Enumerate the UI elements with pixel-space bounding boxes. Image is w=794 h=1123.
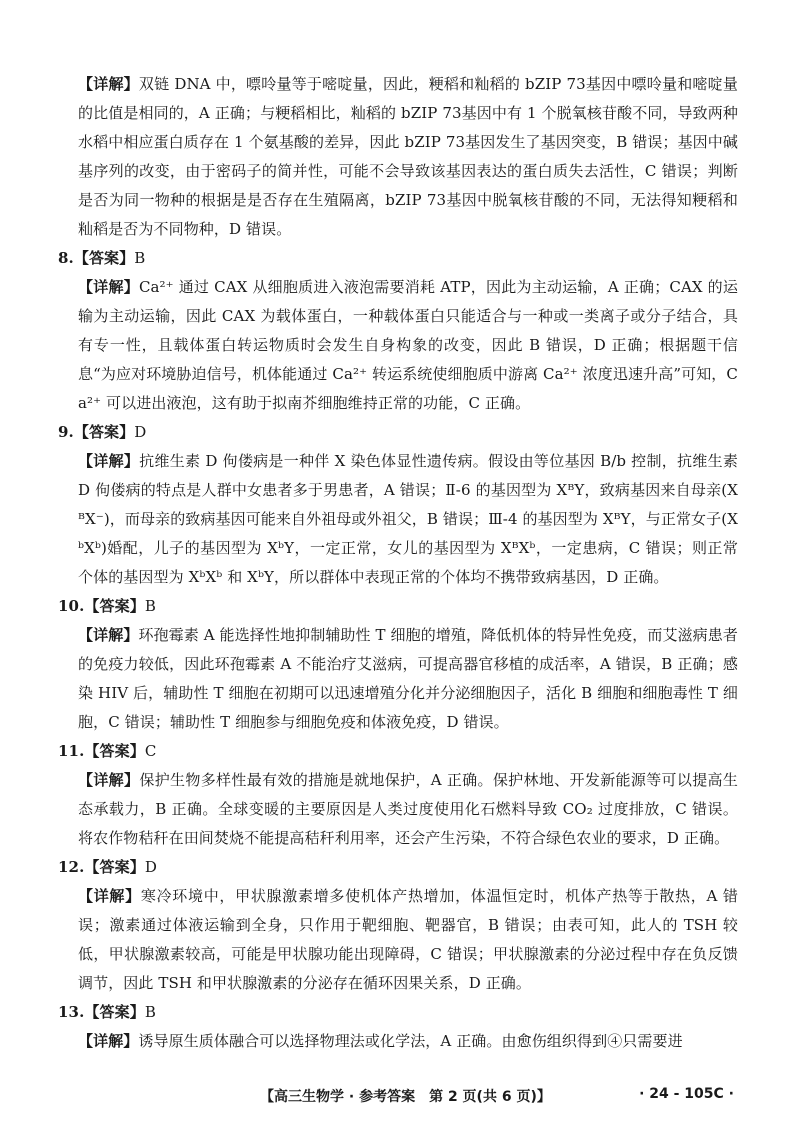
answer-item-8 — [58, 244, 738, 418]
answer-value: B — [144, 597, 156, 615]
answer-line — [58, 853, 738, 882]
answer-value: D — [144, 858, 157, 876]
answer-value: D — [134, 423, 147, 441]
answer-content — [58, 70, 738, 1056]
answer-tag: 【答案】 — [84, 1003, 145, 1021]
detail-text: 抗维生素 D 佝偻病是一种伴 X 染色体显性遗传病。假设由等位基因 B/b 控制，抗维生素 D 佝偻病的特点是人群中女患者多于男患者，A 错误；Ⅱ-6 的基因型为 XᴮY，致病基因来自母亲(XᴮX⁻)，而母亲的致病基因可能来自外祖母或外祖父，B 错误；Ⅲ-4 的基因型为 XᴮY，与正常女子(XᵇXᵇ)婚配，儿子的基因型为 XᵇY，一定正常，女儿的基因型为 XᴮXᵇ，一定患病，C 错误；则正常个体的基因型为 XᵇXᵇ 和 XᵇY，所以群体中表现正常的个体均不携带致病基因，D 正确。 — [78, 452, 738, 586]
answer-item-11 — [58, 737, 738, 853]
question-number: 8. — [58, 249, 74, 267]
detail-text: 双链 DNA 中，嘌呤量等于嘧啶量，因此，粳稻和籼稻的 bZIP 73基因中嘌呤量和嘧啶量的比值是相同的，A 正确；与粳稻相比，籼稻的 bZIP 73基因中有 1 个脱氧核苷酸不同，导致两种水稻中相应蛋白质存在 1 个氨基酸的差异，因此 bZIP 73基因发生了基因突变，B 错误；基因中碱基序列的改变，由于密码子的简并性，可能不会导致该基因表达的蛋白质失去活性，C 错误；判断是否为同一物种的根据是是否存在生殖隔离，bZIP 73基因中脱氧核苷酸的不同，无法得知粳稻和籼稻是否为不同物种，D 错误。 — [78, 75, 738, 238]
detail-tag: 【详解】 — [78, 75, 139, 93]
detail-text: 诱导原生质体融合可以选择物理法或化学法，A 正确。由愈伤组织得到④只需要进 — [138, 1032, 683, 1050]
detail-paragraph — [78, 766, 738, 853]
answer-item-13 — [58, 998, 738, 1056]
question-number: 13. — [58, 1003, 85, 1021]
footer-title: 【高三生物学 · 参考答案 第 2 页(共 6 页)】 — [260, 1089, 551, 1105]
answer-tag: 【答案】 — [73, 423, 135, 441]
answer-value: B — [144, 1003, 156, 1021]
intro-detail — [78, 70, 738, 244]
question-number: 10. — [58, 597, 85, 615]
detail-text: 寒冷环境中，甲状腺激素增多使机体产热增加，体温恒定时，机体产热等于散热，A 错误；激素通过体液运输到全身，只作用于靶细胞、靶器官，B 错误；由表可知，此人的 TSH 较低，甲状腺激素较高，可能是甲状腺功能出现障碍，C 错误；甲状腺激素的分泌过程中存在负反馈调节，因此 TSH 和甲状腺激素的分泌存在循环因果关系，D 正确。 — [78, 887, 738, 992]
answer-line — [58, 737, 738, 766]
answer-tag: 【答案】 — [84, 858, 145, 876]
answer-line — [58, 592, 738, 621]
answer-tag: 【答案】 — [73, 249, 135, 267]
detail-tag: 【详解】 — [78, 1032, 139, 1050]
answer-value: B — [134, 249, 146, 267]
detail-text: Ca²⁺ 通过 CAX 从细胞质进入液泡需要消耗 ATP，因此为主动运输，A 正确；CAX 的运输为主动运输，因此 CAX 为载体蛋白，一种载体蛋白只能适合与一种或一类离子或分子结合，具有专一性，且载体蛋白转运物质时会发生自身构象的改变，因此 B 错误，D 正确；根据题干信息“为应对环境胁迫信号，机体能通过 Ca²⁺ 转运系统使细胞质中游离 Ca²⁺ 浓度迅速升高”可知，Ca²⁺ 可以进出液泡，这有助于拟南芥细胞维持正常的功能，C 正确。 — [78, 278, 738, 412]
answer-tag: 【答案】 — [84, 597, 145, 615]
answer-line — [58, 998, 738, 1027]
question-number: 11. — [58, 742, 85, 760]
detail-paragraph — [78, 621, 738, 737]
detail-paragraph — [78, 273, 738, 418]
answer-item-9 — [58, 418, 738, 592]
question-number: 12. — [58, 858, 85, 876]
answer-tag: 【答案】 — [84, 742, 145, 760]
answer-line — [58, 418, 738, 447]
detail-paragraph — [78, 447, 738, 592]
answer-value: C — [144, 742, 157, 760]
detail-tag: 【详解】 — [78, 887, 141, 905]
answer-item-12 — [58, 853, 738, 998]
detail-text: 环孢霉素 A 能选择性地抑制辅助性 T 细胞的增殖，降低机体的特异性免疫，而艾滋病患者的免疫力较低，因此环孢霉素 A 不能治疗艾滋病，可提高器官移植的成活率，A 错误，B 正确；感染 HIV 后，辅助性 T 细胞在初期可以迅速增殖分化并分泌细胞因子，活化 B 细胞和细胞毒性 T 细胞，C 错误；辅助性 T 细胞参与细胞免疫和体液免疫，D 错误。 — [78, 626, 738, 731]
answer-item-10 — [58, 592, 738, 737]
page-footer — [0, 1086, 794, 1110]
detail-paragraph — [78, 882, 738, 998]
detail-tag: 【详解】 — [78, 771, 140, 789]
footer-code: · 24 - 105C · — [639, 1086, 734, 1102]
detail-tag: 【详解】 — [78, 452, 140, 470]
detail-tag: 【详解】 — [78, 626, 139, 644]
detail-tag: 【详解】 — [78, 278, 139, 296]
question-number: 9. — [58, 423, 74, 441]
answer-line — [58, 244, 738, 273]
detail-text: 保护生物多样性最有效的措施是就地保护，A 正确。保护林地、开发新能源等可以提高生态承载力，B 正确。全球变暖的主要原因是人类过度使用化石燃料导致 CO₂ 过度排放，C 错误。将农作物秸秆在田间焚烧不能提高秸秆利用率，还会产生污染，不符合绿色农业的要求，D 正确。 — [78, 771, 738, 847]
detail-paragraph — [78, 1027, 738, 1056]
